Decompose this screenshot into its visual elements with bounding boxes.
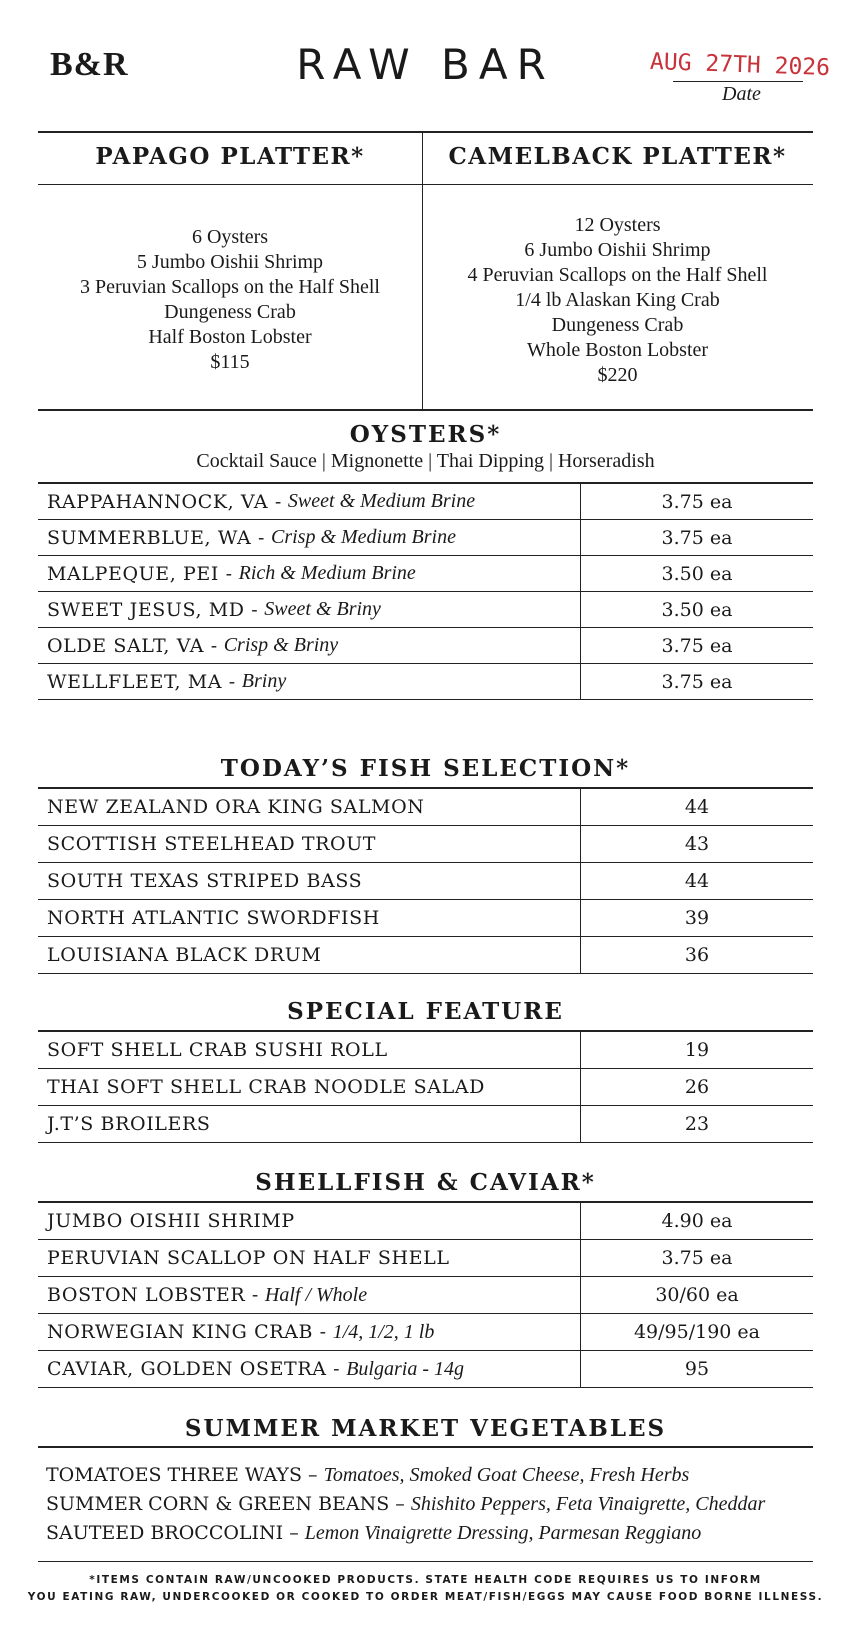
item-name-cell (38, 937, 581, 973)
item-name: SUMMERBLUE, WA - (47, 526, 265, 549)
item-description: Bulgaria - 14g (346, 1357, 464, 1380)
item-name-cell (38, 628, 581, 663)
vegetables-bottom-rule (38, 1561, 813, 1562)
papago-platter-title: PAPAGO PLATTER* (95, 143, 365, 170)
item-name-cell (38, 1240, 581, 1276)
health-disclaimer (0, 1572, 851, 1606)
date-underline (673, 81, 803, 82)
table-row (38, 826, 813, 863)
item-name-cell (38, 664, 581, 699)
item-name: J.T’S BROILERS (47, 1113, 211, 1135)
item-name-cell (38, 1351, 581, 1387)
table-row (38, 628, 813, 664)
table-row (38, 863, 813, 900)
date-label: Date (722, 83, 761, 105)
oysters-table (38, 482, 813, 700)
item-name-cell (38, 520, 581, 555)
list-item (46, 1519, 765, 1548)
vegetables-top-rule (38, 1446, 813, 1448)
item-name-cell (38, 1069, 581, 1105)
platter-item: 5 Jumbo Oishii Shrimp (136, 251, 324, 273)
item-name: MALPEQUE, PEI - (47, 562, 233, 585)
item-name-cell (38, 556, 581, 591)
platters-table (38, 131, 813, 411)
table-row (38, 1106, 813, 1143)
item-name: CAVIAR, GOLDEN OSETRA - (47, 1358, 341, 1380)
item-name: OLDE SALT, VA - (47, 634, 218, 657)
item-name: BOSTON LOBSTER - (47, 1284, 259, 1306)
item-name-cell (38, 900, 581, 936)
list-item (46, 1461, 765, 1490)
date-stamp: AUG 27TH 2026 (649, 48, 831, 82)
item-name: SCOTTISH STEELHEAD TROUT (47, 833, 377, 855)
platter-header-divider (38, 184, 813, 185)
page-title: RAW BAR (296, 40, 555, 89)
item-name: SOFT SHELL CRAB SUSHI ROLL (47, 1039, 388, 1061)
item-price: 3.75 ea (661, 526, 733, 549)
vegetable-name: TOMATOES THREE WAYS – (46, 1464, 318, 1486)
item-price: 3.75 ea (661, 490, 733, 513)
shellfish-table (38, 1201, 813, 1388)
table-row (38, 520, 813, 556)
item-name-cell (38, 1203, 581, 1239)
table-row (38, 1032, 813, 1069)
item-name-cell (38, 1277, 581, 1313)
item-name: LOUISIANA BLACK DRUM (47, 944, 322, 966)
table-row (38, 789, 813, 826)
vegetable-description: Shishito Peppers, Feta Vinaigrette, Cheddar (410, 1493, 766, 1515)
item-price: 3.50 ea (661, 562, 733, 585)
item-price: 49/95/190 ea (633, 1321, 761, 1343)
disclaimer-line: YOU EATING RAW, UNDERCOOKED OR COOKED TO ORDER MEAT/FISH/EGGS MAY CAUSE FOOD BORNE ILLNESS. (27, 1591, 824, 1603)
fish-table (38, 787, 813, 974)
item-price: 3.75 ea (661, 634, 733, 657)
table-row (38, 1351, 813, 1388)
table-row (38, 900, 813, 937)
vegetable-description: Tomatoes, Smoked Goat Cheese, Fresh Herbs (323, 1464, 690, 1486)
platter-item: Half Boston Lobster (148, 326, 312, 348)
vegetables-list (46, 1461, 765, 1548)
item-price: 3.75 ea (661, 670, 733, 693)
item-name-cell (38, 1314, 581, 1350)
item-price: 30/60 ea (655, 1284, 739, 1306)
fish-title: TODAY’S FISH SELECTION* (220, 755, 631, 782)
platter-item: 4 Peruvian Scallops on the Half Shell (467, 264, 768, 286)
shellfish-title: SHELLFISH & CAVIAR* (255, 1169, 596, 1196)
item-name-cell (38, 484, 581, 519)
platter-item: 6 Jumbo Oishii Shrimp (524, 239, 711, 261)
item-name-cell (38, 863, 581, 899)
papago-platter-items (38, 225, 422, 375)
platter-item: 12 Oysters (574, 214, 661, 236)
table-row (38, 592, 813, 628)
item-description: Half / Whole (264, 1283, 368, 1306)
disclaimer-line: *ITEMS CONTAIN RAW/UNCOOKED PRODUCTS. STATE HEALTH CODE REQUIRES US TO INFORM (89, 1574, 762, 1586)
table-row (38, 1314, 813, 1351)
camelback-platter-items (422, 213, 813, 388)
item-price: 44 (684, 796, 710, 818)
camelback-platter-title: CAMELBACK PLATTER* (448, 143, 787, 170)
item-name: RAPPAHANNOCK, VA - (47, 490, 282, 513)
item-name-cell (38, 789, 581, 825)
item-name: NORWEGIAN KING CRAB - (47, 1321, 327, 1343)
vegetable-name: SAUTEED BROCCOLINI – (46, 1522, 299, 1544)
vegetable-description: Lemon Vinaigrette Dressing, Parmesan Reggiano (304, 1522, 702, 1544)
item-price: 23 (684, 1113, 710, 1135)
item-name: SWEET JESUS, MD - (47, 598, 259, 621)
item-price: 4.90 ea (661, 1210, 733, 1232)
item-description: Rich & Medium Brine (238, 562, 416, 584)
item-name: WELLFLEET, MA - (47, 670, 236, 693)
platter-item: Dungeness Crab (164, 301, 296, 323)
platter-price: $220 (597, 364, 638, 386)
item-price: 43 (684, 833, 710, 855)
item-price: 39 (684, 907, 710, 929)
table-row (38, 1069, 813, 1106)
menu-header (0, 0, 851, 120)
item-price: 26 (684, 1076, 710, 1098)
item-name: JUMBO OISHII SHRIMP (47, 1210, 295, 1232)
vegetable-name: SUMMER CORN & GREEN BEANS – (46, 1493, 405, 1515)
restaurant-logo: B&R (50, 46, 129, 83)
item-name: NORTH ATLANTIC SWORDFISH (47, 907, 380, 929)
item-name: PERUVIAN SCALLOP ON HALF SHELL (47, 1247, 450, 1269)
platter-item: 3 Peruvian Scallops on the Half Shell (80, 276, 380, 298)
table-row (38, 484, 813, 520)
table-row (38, 937, 813, 974)
item-name: SOUTH TEXAS STRIPED BASS (47, 870, 363, 892)
item-description: Sweet & Briny (264, 598, 381, 620)
platter-item: Whole Boston Lobster (526, 339, 709, 361)
item-name: NEW ZEALAND ORA KING SALMON (47, 796, 425, 818)
item-description: Briny (241, 670, 287, 692)
platter-item: 6 Oysters (191, 226, 269, 248)
oysters-sauces: Cocktail Sauce | Mignonette | Thai Dipping | Horseradish (196, 450, 655, 472)
platter-item: Dungeness Crab (551, 314, 684, 336)
item-price: 19 (684, 1039, 710, 1061)
item-price: 3.50 ea (661, 598, 733, 621)
table-row (38, 664, 813, 700)
special-title: SPECIAL FEATURE (287, 998, 564, 1025)
table-row (38, 1203, 813, 1240)
item-price: 36 (684, 944, 710, 966)
item-name-cell (38, 592, 581, 627)
item-description: 1/4, 1/2, 1 lb (332, 1320, 435, 1343)
oysters-title: OYSTERS* (349, 421, 502, 448)
item-price: 44 (684, 870, 710, 892)
item-name-cell (38, 1032, 581, 1068)
platter-item: 1/4 lb Alaskan King Crab (515, 289, 720, 311)
item-description: Crisp & Briny (223, 634, 339, 656)
item-name: THAI SOFT SHELL CRAB NOODLE SALAD (47, 1076, 485, 1098)
item-price: 95 (684, 1358, 710, 1380)
item-description: Crisp & Medium Brine (270, 526, 456, 548)
platter-price: $115 (210, 351, 250, 373)
table-row (38, 1240, 813, 1277)
item-name-cell (38, 826, 581, 862)
list-item (46, 1490, 765, 1519)
table-row (38, 556, 813, 592)
item-description: Sweet & Medium Brine (287, 490, 476, 512)
item-price: 3.75 ea (661, 1247, 733, 1269)
special-table (38, 1030, 813, 1143)
vegetables-title: SUMMER MARKET VEGETABLES (184, 1415, 667, 1442)
table-row (38, 1277, 813, 1314)
item-name-cell (38, 1106, 581, 1142)
